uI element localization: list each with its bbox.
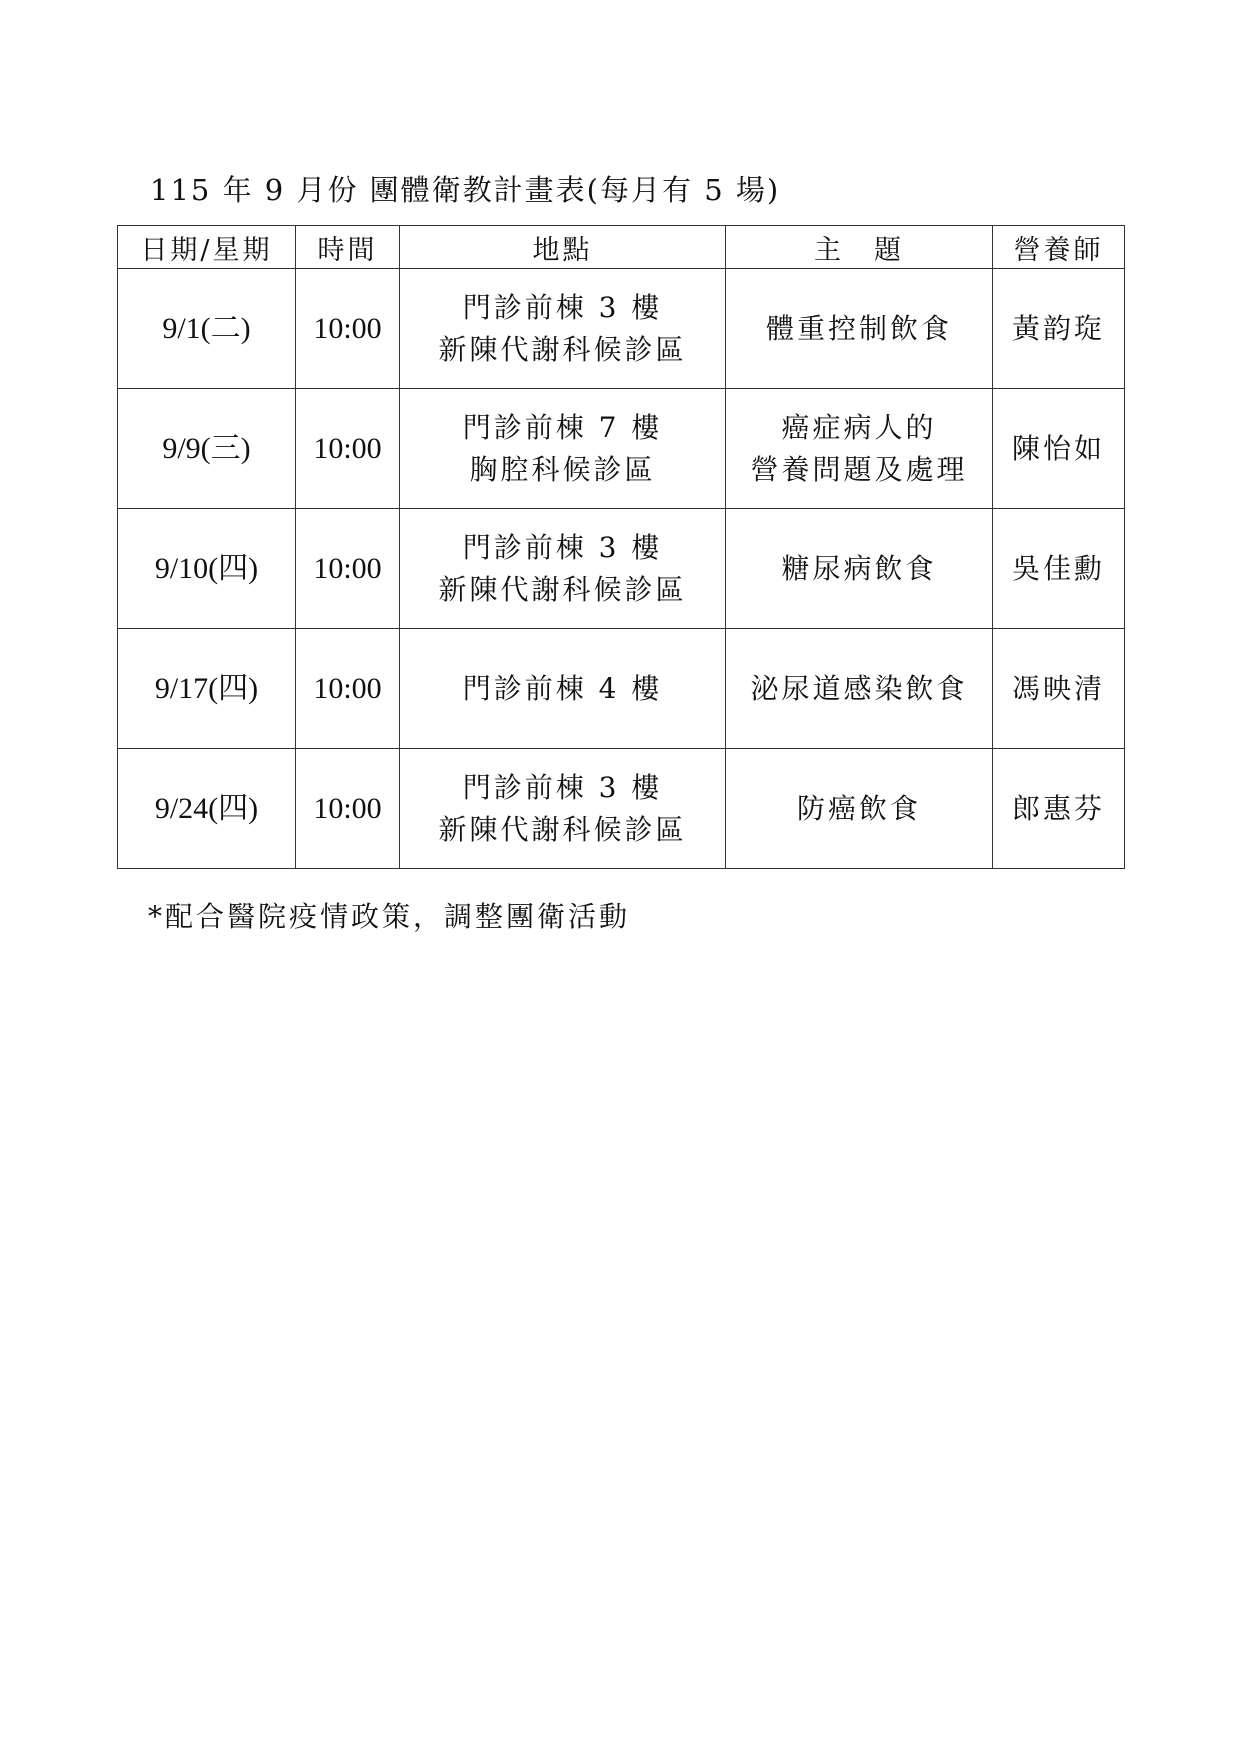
header-location: 地點 [400,226,726,269]
header-date: 日期/星期 [118,226,296,269]
cell-location [400,509,726,629]
footnote: *配合醫院疫情政策，調整團衛活動 [148,900,631,933]
cell-topic [726,389,993,509]
cell-time: 10:00 [296,749,400,869]
location-line: 門診前棟 3 樓 [462,530,663,564]
location-line: 門診前棟 7 樓 [462,410,663,444]
cell-time: 10:00 [296,629,400,749]
topic-line: 糖尿病飲食 [781,551,937,585]
table-row [118,629,1125,749]
cell-time: 10:00 [296,509,400,629]
topic-line: 癌症病人的 [781,410,937,444]
table-row [118,269,1125,389]
cell-location [400,269,726,389]
cell-location [400,749,726,869]
topic-line: 防癌飲食 [796,791,921,825]
header-dietitian: 營養師 [993,226,1125,269]
cell-dietitian: 吳佳勳 [993,509,1125,629]
location-line: 新陳代謝科候診區 [438,812,687,846]
cell-date: 9/17(四) [118,629,296,749]
cell-location [400,389,726,509]
cell-location [400,629,726,749]
cell-topic [726,629,993,749]
topic-line: 體重控制飲食 [765,311,952,345]
location-line: 門診前棟 3 樓 [462,290,663,324]
cell-dietitian: 黃韵琁 [993,269,1125,389]
cell-dietitian: 馮映清 [993,629,1125,749]
table-row [118,749,1125,869]
cell-date: 9/24(四) [118,749,296,869]
location-line: 門診前棟 4 樓 [462,671,663,705]
cell-time: 10:00 [296,269,400,389]
cell-time: 10:00 [296,389,400,509]
location-line: 新陳代謝科候診區 [438,572,687,606]
cell-topic [726,269,993,389]
table-row [118,389,1125,509]
location-line: 胸腔科候診區 [469,452,656,486]
table-row [118,509,1125,629]
cell-dietitian: 郎惠芬 [993,749,1125,869]
table-header-row [118,226,1125,269]
cell-date: 9/1(二) [118,269,296,389]
header-time: 時間 [296,226,400,269]
cell-date: 9/10(四) [118,509,296,629]
page-title: 115 年 9 月份 團體衛教計畫表(每月有 5 場) [150,173,781,207]
header-topic: 主 題 [726,226,993,269]
cell-topic [726,749,993,869]
topic-line: 營養問題及處理 [750,452,968,486]
cell-dietitian: 陳怡如 [993,389,1125,509]
location-line: 新陳代謝科候診區 [438,332,687,366]
cell-topic [726,509,993,629]
cell-date: 9/9(三) [118,389,296,509]
schedule-table [117,225,1125,869]
topic-line: 泌尿道感染飲食 [750,671,968,705]
location-line: 門診前棟 3 樓 [462,770,663,804]
